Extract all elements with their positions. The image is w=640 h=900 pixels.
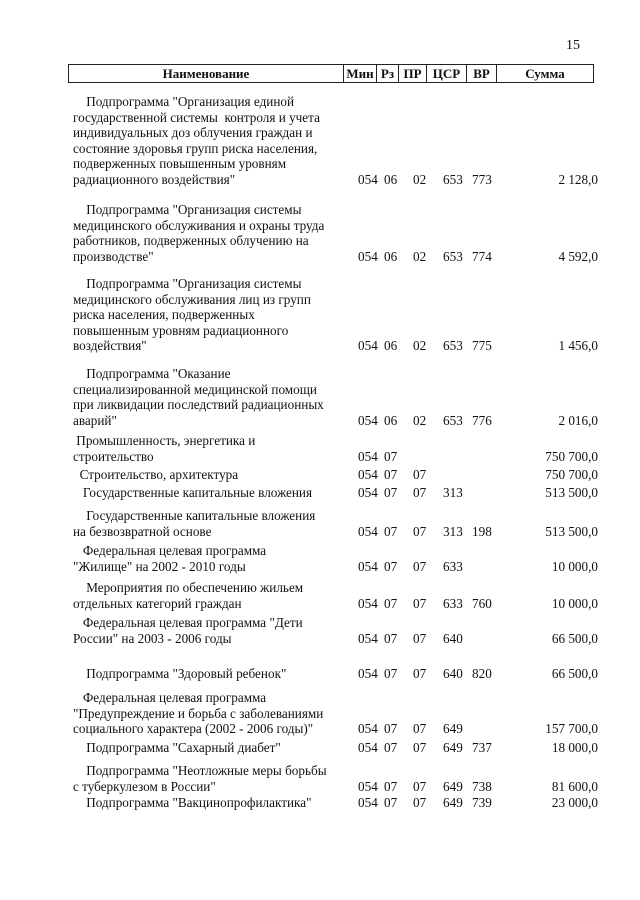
row-csr: 633 [443,558,463,574]
row-rz: 07 [384,595,398,611]
row-min: 054 [358,558,378,574]
table-row [0,485,640,501]
table-row [0,795,640,811]
row-name: Мероприятия по обеспечению жильем отдельных категорий граждан [73,580,304,611]
row-pr: 07 [413,485,427,500]
row-pr: 07 [413,523,427,539]
table-row [0,467,640,483]
row-rz: 07 [384,448,398,464]
row-pr: 07 [413,778,427,794]
row-rz: 07 [384,778,398,794]
row-csr: 313 [443,523,463,539]
row-name: Подпрограмма "Здоровый ребенок" [73,666,287,681]
header-vr: ВР [466,65,496,82]
row-sum: 750 700,0 [545,448,598,464]
row-rz: 07 [384,721,398,736]
row-sum: 513 500,0 [545,523,598,539]
row-min: 054 [358,412,378,428]
row-min: 054 [358,778,378,794]
table-row [0,543,640,574]
row-min: 054 [358,630,378,646]
row-sum: 513 500,0 [545,485,598,500]
row-rz: 07 [384,467,398,482]
row-csr: 653 [443,412,463,428]
row-min: 054 [358,338,378,353]
row-name: Подпрограмма "Неотложные меры борьбы с туберкулезом в России" [73,763,327,794]
row-name: Подпрограмма "Организация системы медицинского обслуживания и охраны труда работников, подверженных облучению на производстве" [73,202,325,264]
row-min: 054 [358,523,378,539]
row-name: Федеральная целевая программа "Дети России" на 2003 - 2006 годы [73,615,303,646]
row-csr: 313 [443,485,463,500]
row-sum: 4 592,0 [558,248,598,264]
table-row [0,366,640,428]
row-name: Подпрограмма "Организация единой государственной системы контроля и учета индивидуальных доз облучения граждан и состояние здоровья групп риска населения, подверженных повышенным уровням радиационного воздействия" [73,94,320,187]
row-name: Государственные капитальные вложения [73,485,313,500]
row-pr: 02 [413,248,427,264]
row-rz: 07 [384,523,398,539]
row-min: 054 [358,595,378,611]
row-rz: 06 [384,248,398,264]
row-name: Федеральная целевая программа "Предупреждение и борьба с заболеваниями социального характера (2002 - 2006 годы)" [73,690,324,736]
table-row [0,666,640,682]
row-name: Строительство, архитектура [73,467,239,482]
row-name: Подпрограмма "Организация системы медицинского обслуживания лиц из групп риска населения, подверженных повышенным уровням радиационного воздействия" [73,276,311,353]
row-vr: 773 [472,171,492,187]
row-csr: 640 [443,630,463,646]
row-csr: 653 [443,171,463,187]
row-name: Федеральная целевая программа "Жилище" на 2002 - 2010 годы [73,543,267,574]
row-min: 054 [358,467,378,482]
header-name: Наименование [162,66,250,81]
row-pr: 07 [413,595,427,611]
row-rz: 07 [384,740,398,755]
row-pr: 02 [413,171,427,187]
header-sum: Сумма [496,65,593,82]
row-csr: 640 [443,666,463,681]
row-csr: 653 [443,248,463,264]
table-row [0,433,640,464]
row-vr: 198 [472,523,492,539]
table-row [0,580,640,611]
row-sum: 10 000,0 [551,558,598,574]
row-csr: 649 [443,721,463,736]
row-rz: 06 [384,338,398,353]
row-pr: 07 [413,666,427,681]
row-sum: 18 000,0 [551,740,598,755]
row-vr: 739 [472,795,492,810]
row-pr: 07 [413,795,427,810]
row-name: Подпрограмма "Оказание специализированной медицинской помощи при ликвидации последствий радиационных аварий" [73,366,324,428]
table-row [0,615,640,646]
page-number: 15 [566,38,580,53]
row-sum: 1 456,0 [558,338,598,353]
row-name: Подпрограмма "Вакцинопрофилактика" [73,795,312,810]
row-min: 054 [358,171,378,187]
row-rz: 07 [384,558,398,574]
header-pr: ПР [398,65,426,82]
table-row [0,276,640,354]
row-pr: 07 [413,740,427,755]
row-csr: 649 [443,795,463,810]
row-name: Государственные капитальные вложения на безвозвратной основе [73,508,316,539]
row-rz: 06 [384,171,398,187]
row-rz: 07 [384,666,398,681]
row-csr: 633 [443,595,463,611]
row-vr: 737 [472,740,492,755]
row-sum: 2 016,0 [558,412,598,428]
row-sum: 10 000,0 [551,595,598,611]
row-vr: 820 [472,666,492,681]
header-min: Мин [343,65,376,82]
row-rz: 07 [384,485,398,500]
row-rz: 07 [384,795,398,810]
row-rz: 06 [384,412,398,428]
row-pr: 02 [413,412,427,428]
header-rz: Рз [376,65,398,82]
table-row [0,202,640,264]
row-sum: 157 700,0 [545,721,598,736]
row-min: 054 [358,448,378,464]
table-header [68,64,594,83]
row-pr: 07 [413,630,427,646]
row-pr: 07 [413,467,427,482]
row-sum: 23 000,0 [551,795,598,810]
row-sum: 66 500,0 [551,666,598,681]
row-sum: 81 600,0 [551,778,598,794]
row-name: Подпрограмма "Сахарный диабет" [73,740,281,755]
row-vr: 774 [472,248,492,264]
row-sum: 66 500,0 [551,630,598,646]
row-csr: 653 [443,338,463,353]
table-row [0,508,640,539]
row-sum: 2 128,0 [558,171,598,187]
row-vr: 738 [472,778,492,794]
table-row [0,690,640,737]
row-min: 054 [358,795,378,810]
header-csr: ЦСР [426,65,466,82]
table-row [0,94,640,187]
row-pr: 07 [413,558,427,574]
row-rz: 07 [384,630,398,646]
row-sum: 750 700,0 [545,467,598,482]
row-min: 054 [358,248,378,264]
row-min: 054 [358,485,378,500]
row-csr: 649 [443,740,463,755]
row-min: 054 [358,721,378,736]
row-csr: 649 [443,778,463,794]
row-min: 054 [358,666,378,681]
table-row [0,740,640,756]
row-name: Промышленность, энергетика и строительство [73,433,256,464]
row-min: 054 [358,740,378,755]
row-vr: 776 [472,412,492,428]
row-pr: 02 [413,338,427,353]
row-vr: 775 [472,338,492,353]
row-vr: 760 [472,595,492,611]
table-row [0,763,640,794]
row-pr: 07 [413,721,427,736]
